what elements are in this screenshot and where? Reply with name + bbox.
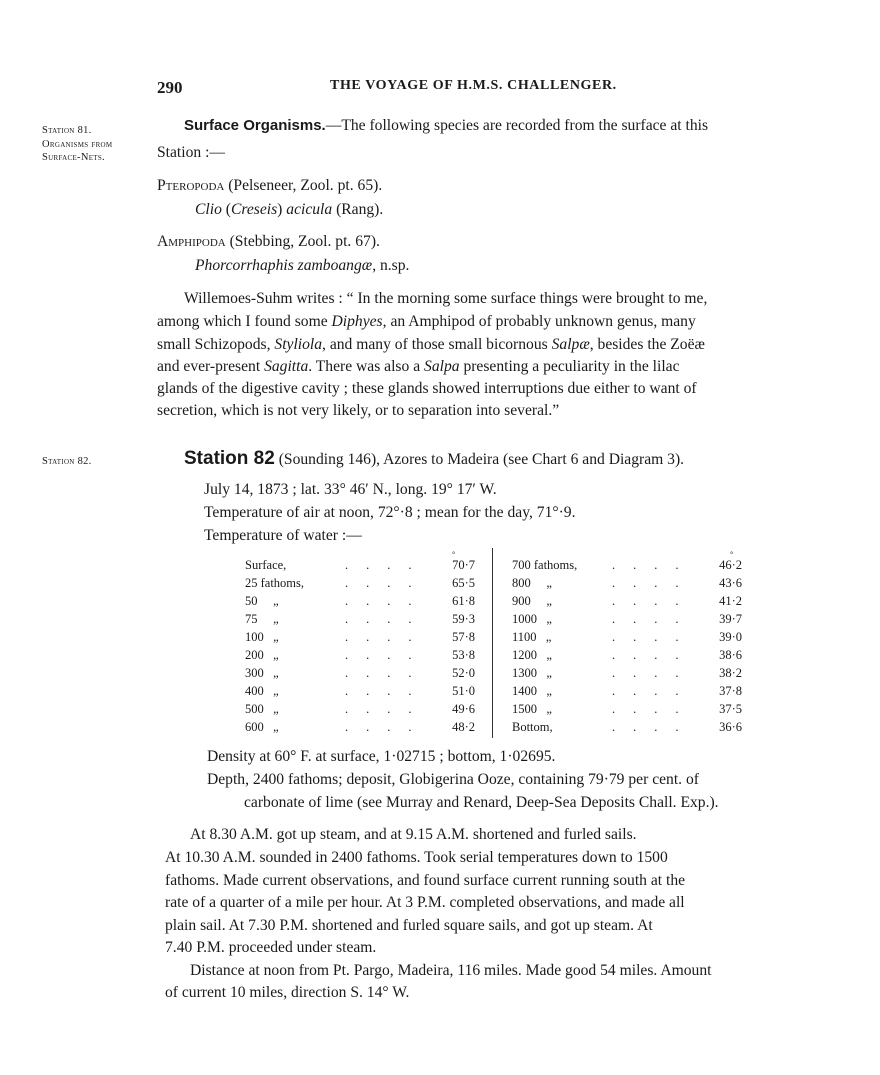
table-right-column <box>512 556 742 736</box>
right-temperature: 37·5 <box>719 702 742 716</box>
right-depth: 1500 „ <box>512 702 552 716</box>
quote-line-6: secretion, which is not very likely, or to separation into several.” <box>157 402 560 419</box>
quote-line-3 <box>157 336 705 354</box>
right-temperature: 37·8 <box>719 684 742 698</box>
right-row <box>512 646 742 664</box>
right-depth: 1200 „ <box>512 648 552 662</box>
surface-organisms-line2: Station :— <box>157 144 226 161</box>
station-82-air-temp: Temperature of air at noon, 72°·8 ; mean for the day, 71°·9. <box>204 504 576 521</box>
left-leader-dots: .... <box>345 558 430 572</box>
narrative-line-3: fathoms. Made current observations, and found surface current running south at the <box>165 872 686 889</box>
quote-text: and ever-present <box>157 358 265 375</box>
degree-mark-right: ° <box>730 550 734 559</box>
left-temperature: 53·8 <box>452 648 475 662</box>
station-82-date: July 14, 1873 ; lat. 33° 46′ N., long. 19° 17′ W. <box>204 481 497 498</box>
pteropoda-ref: (Pelseneer, Zool. pt. 65). <box>224 177 383 194</box>
quote-line-4 <box>157 358 680 376</box>
surface-organisms-line1 <box>184 117 708 135</box>
right-temperature: 38·6 <box>719 648 742 662</box>
phorcorrhaphis-suffix: , n.sp. <box>372 257 410 274</box>
left-depth: 600 „ <box>245 720 279 734</box>
table-left-column <box>245 556 475 736</box>
right-row <box>512 628 742 646</box>
right-depth: 800 „ <box>512 576 552 590</box>
narrative-line-7: Distance at noon from Pt. Pargo, Madeira, 116 miles. Made good 54 miles. Amount <box>190 962 712 979</box>
surface-organisms-title: Surface Organisms. <box>184 117 326 134</box>
right-temperature: 39·7 <box>719 612 742 626</box>
left-leader-dots: .... <box>345 702 430 716</box>
left-temperature: 70·7 <box>452 558 475 572</box>
right-depth: 900 „ <box>512 594 552 608</box>
margin-organisms-line1: Organisms from <box>42 139 113 150</box>
narrative-line-8: of current 10 miles, direction S. 14° W. <box>165 984 410 1001</box>
left-depth: 400 „ <box>245 684 279 698</box>
amphipoda-ref: (Stebbing, Zool. pt. 67). <box>225 233 380 250</box>
right-depth: 1000 „ <box>512 612 552 626</box>
station-82-title-rest: (Sounding 146), Azores to Madeira (see Chart 6 and Diagram 3). <box>274 451 685 468</box>
quote-italic: Sagitta <box>264 358 309 375</box>
margin-station-81: Station 81. <box>42 125 92 136</box>
amphipoda-entry <box>157 233 380 251</box>
right-temperature: 38·2 <box>719 666 742 680</box>
quote-text: , besides the Zoëæ <box>589 336 705 353</box>
running-title: THE VOYAGE OF H.M.S. CHALLENGER. <box>330 78 617 93</box>
right-leader-dots: .... <box>612 576 697 590</box>
pteropoda-entry <box>157 177 382 195</box>
left-leader-dots: .... <box>345 594 430 608</box>
right-leader-dots: .... <box>612 648 697 662</box>
right-leader-dots: .... <box>612 720 697 734</box>
right-depth: 1300 „ <box>512 666 552 680</box>
quote-italic: Styliola <box>274 336 323 353</box>
margin-station-82: Station 82. <box>42 456 92 467</box>
surface-organisms-intro: —The following species are recorded from the surface at this <box>325 117 709 134</box>
left-row <box>245 718 475 736</box>
left-depth: Surface, <box>245 558 287 572</box>
left-leader-dots: .... <box>345 576 430 590</box>
left-row <box>245 592 475 610</box>
left-temperature: 65·5 <box>452 576 475 590</box>
right-row <box>512 718 742 736</box>
left-leader-dots: .... <box>345 720 430 734</box>
quote-text: among which I found some <box>157 313 332 330</box>
clio-author: (Rang). <box>332 201 384 218</box>
right-temperature: 41·2 <box>719 594 742 608</box>
left-row <box>245 610 475 628</box>
depth-line-2: carbonate of lime (see Murray and Renard, Deep-Sea Deposits Chall. Exp.). <box>244 794 719 811</box>
left-temperature: 52·0 <box>452 666 475 680</box>
right-depth: 700 fathoms, <box>512 558 578 572</box>
right-row <box>512 556 742 574</box>
right-depth: 1100 „ <box>512 630 552 644</box>
left-depth: 200 „ <box>245 648 279 662</box>
left-leader-dots: .... <box>345 666 430 680</box>
left-depth: 500 „ <box>245 702 279 716</box>
quote-line-5: glands of the digestive cavity ; these glands showed interruptions due either to want of <box>157 380 697 397</box>
clio-species: Clio (Creseis) acicula (Rang). <box>195 201 384 218</box>
station-82-heading <box>184 448 684 470</box>
left-leader-dots: .... <box>345 630 430 644</box>
left-depth: 25 fathoms, <box>245 576 305 590</box>
density-line: Density at 60° F. at surface, 1·02715 ; bottom, 1·02695. <box>207 748 556 765</box>
left-row <box>245 646 475 664</box>
right-leader-dots: .... <box>612 594 697 608</box>
station-82-title: Station 82 <box>184 448 275 469</box>
right-leader-dots: .... <box>612 612 697 626</box>
quote-text: presenting a peculiarity in the lilac <box>459 358 680 375</box>
clio-subgenus: Creseis <box>230 201 278 218</box>
quote-italic: Diphyes <box>331 313 383 330</box>
right-leader-dots: .... <box>612 702 697 716</box>
quote-text: , and many of those small bicornous <box>322 336 552 353</box>
right-temperature: 43·6 <box>719 576 742 590</box>
left-temperature: 48·2 <box>452 720 475 734</box>
quote-text: , an Amphipod of probably unknown genus, many <box>382 313 696 330</box>
quote-italic: Salpæ <box>551 336 590 353</box>
left-row <box>245 682 475 700</box>
pteropoda-name: Pteropoda <box>157 177 225 194</box>
right-row <box>512 700 742 718</box>
left-row <box>245 628 475 646</box>
right-leader-dots: .... <box>612 684 697 698</box>
phorcorrhaphis-species <box>195 257 409 275</box>
table-divider <box>492 548 493 738</box>
right-leader-dots: .... <box>612 630 697 644</box>
narrative-line-1: At 8.30 A.M. got up steam, and at 9.15 A.M. shortened and furled sails. <box>190 826 637 843</box>
left-row <box>245 556 475 574</box>
right-row <box>512 574 742 592</box>
margin-organisms-line2: Surface-Nets. <box>42 152 105 163</box>
left-depth: 300 „ <box>245 666 279 680</box>
left-depth: 75 „ <box>245 612 279 626</box>
left-temperature: 49·6 <box>452 702 475 716</box>
left-row <box>245 664 475 682</box>
right-temperature: 46·2 <box>719 558 742 572</box>
quote-text: . There was also a <box>308 358 425 375</box>
depth-line-1: Depth, 2400 fathoms; deposit, Globigerina Ooze, containing 79·79 per cent. of <box>207 771 699 788</box>
amphipoda-name: Amphipoda <box>157 233 226 250</box>
left-depth: 50 „ <box>245 594 279 608</box>
left-temperature: 59·3 <box>452 612 475 626</box>
quote-italic: Salpa <box>424 358 460 375</box>
left-depth: 100 „ <box>245 630 279 644</box>
right-row <box>512 610 742 628</box>
station-82-water-temp-label: Temperature of water :— <box>204 527 362 544</box>
degree-mark-left: ° <box>452 550 456 559</box>
narrative-line-5: plain sail. At 7.30 P.M. shortened and furled square sails, and got up steam. At <box>165 917 653 934</box>
right-depth: 1400 „ <box>512 684 552 698</box>
clio-genus: Clio <box>195 201 222 218</box>
right-leader-dots: .... <box>612 666 697 680</box>
right-row <box>512 664 742 682</box>
left-leader-dots: .... <box>345 612 430 626</box>
phorcorrhaphis-name: Phorcorrhaphis zamboangæ <box>195 257 373 274</box>
left-row <box>245 700 475 718</box>
left-temperature: 57·8 <box>452 630 475 644</box>
left-temperature: 51·0 <box>452 684 475 698</box>
right-temperature: 39·0 <box>719 630 742 644</box>
clio-species-name: acicula <box>286 201 333 218</box>
left-row <box>245 574 475 592</box>
page-number: 290 <box>157 78 183 97</box>
right-leader-dots: .... <box>612 558 697 572</box>
left-temperature: 61·8 <box>452 594 475 608</box>
right-row <box>512 682 742 700</box>
narrative-line-2: At 10.30 A.M. sounded in 2400 fathoms. Took serial temperatures down to 1500 <box>165 849 668 866</box>
narrative-line-4: rate of a quarter of a mile per hour. At 3 P.M. completed observations, and made all <box>165 894 685 911</box>
quote-line-1: Willemoes-Suhm writes : “ In the morning some surface things were brought to me, <box>184 290 708 307</box>
quote-text: small Schizopods, <box>157 336 275 353</box>
right-row <box>512 592 742 610</box>
right-temperature: 36·6 <box>719 720 742 734</box>
narrative-line-6: 7.40 P.M. proceeded under steam. <box>165 939 377 956</box>
right-depth: Bottom, <box>512 720 553 734</box>
left-leader-dots: .... <box>345 648 430 662</box>
quote-line-2 <box>157 313 696 331</box>
left-leader-dots: .... <box>345 684 430 698</box>
